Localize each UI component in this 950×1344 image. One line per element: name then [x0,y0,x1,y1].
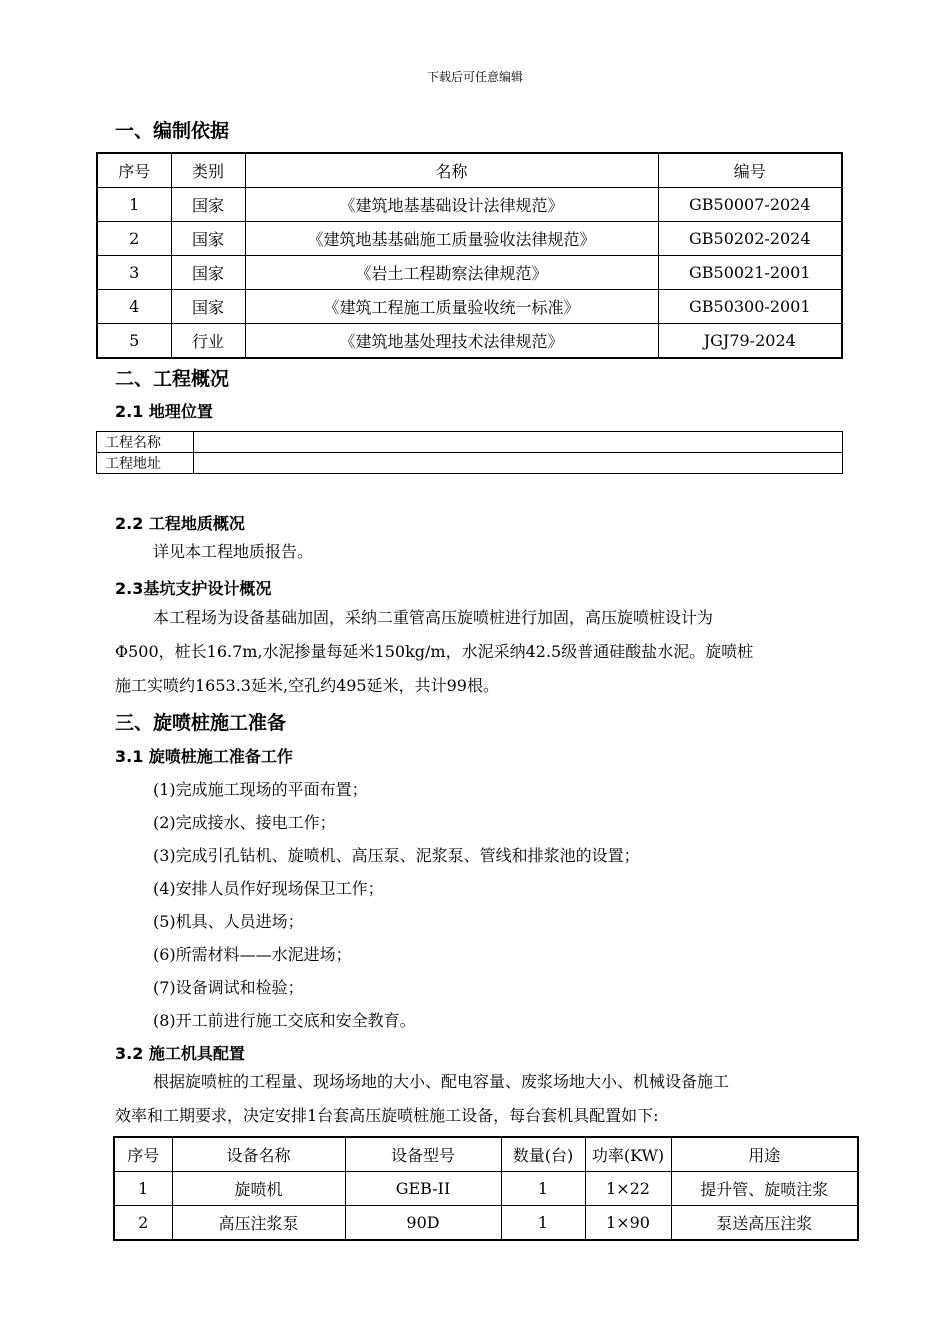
table-cell-value [194,432,843,453]
location-table [96,431,843,474]
table-cell: 国家 [171,290,245,324]
table-cell: 90D [345,1206,501,1241]
list-item: (8)开工前进行施工交底和安全教育。 [153,1011,416,1030]
table-row [97,324,842,359]
header-cell: 用途 [671,1137,858,1172]
table-header-row [114,1137,858,1172]
header-cell: 名称 [245,153,658,188]
standards-table [96,152,843,359]
list-item: (6)所需材料——水泥进场； [153,945,352,964]
table-cell: 1 [501,1172,585,1206]
table-cell: 1×22 [585,1172,671,1206]
equipment-text-line: 效率和工期要求，决定安排1台套高压旋喷桩施工设备，每台套机具配置如下: [115,1106,659,1125]
header-note: 下载后可任意编辑 [426,70,523,84]
table-row [114,1172,858,1206]
table-cell: JGJ79-2024 [658,324,842,359]
table-row [114,1206,858,1241]
table-row [97,453,843,474]
table-cell: 《岩土工程勘察法律规范》 [245,256,658,290]
table-row [97,256,842,290]
table-cell: GB50021-2001 [658,256,842,290]
geology-text: 详见本工程地质报告。 [153,542,314,561]
list-item: (3)完成引孔钻机、旋喷机、高压泵、泥浆泵、管线和排浆池的设置； [153,846,640,865]
equipment-table [113,1136,859,1241]
design-text-line: Φ500，桩长16.7m,水泥掺量每延米150kg/m，水泥采纳42.5级普通硅酸盐水泥。旋喷桩 [115,642,754,661]
table-cell: 国家 [171,188,245,222]
table-cell: 1 [97,188,171,222]
design-text-line: 施工实喷约1653.3延米,空孔约495延米，共计99根。 [115,676,499,695]
header-cell: 序号 [114,1137,172,1172]
header-cell: 序号 [97,153,171,188]
table-cell: 高压注浆泵 [172,1206,345,1241]
table-cell-value [194,453,843,474]
table-cell: 1 [501,1206,585,1241]
table-cell: 3 [97,256,171,290]
subsection-3-1-title: 3.1 旋喷桩施工准备工作 [115,747,293,766]
equipment-text-line: 根据旋喷桩的工程量、现场场地的大小、配电容量、废浆场地大小、机械设备施工 [153,1072,730,1091]
list-item: (7)设备调试和检验； [153,978,304,997]
subsection-2-3-title: 2.3基坑支护设计概况 [115,579,272,598]
list-item: (1)完成施工现场的平面布置； [153,780,368,799]
header-cell: 数量(台) [501,1137,585,1172]
table-cell: 1 [114,1172,172,1206]
table-cell: 《建筑工程施工质量验收统一标准》 [245,290,658,324]
table-cell: GB50300-2001 [658,290,842,324]
section-2-title: 二、工程概况 [115,368,230,390]
table-cell: 泵送高压注浆 [671,1206,858,1241]
list-item: (2)完成接水、接电工作； [153,813,336,832]
header-cell: 编号 [658,153,842,188]
table-cell: 1×90 [585,1206,671,1241]
table-cell: GB50202-2024 [658,222,842,256]
section-3-title: 三、旋喷桩施工准备 [115,712,287,734]
table-cell: GB50007-2024 [658,188,842,222]
header-cell: 设备型号 [345,1137,501,1172]
table-cell: 4 [97,290,171,324]
subsection-3-2-title: 3.2 施工机具配置 [115,1044,245,1063]
table-row [97,290,842,324]
table-row [97,432,843,453]
table-cell: 国家 [171,256,245,290]
header-cell: 类别 [171,153,245,188]
table-cell: 《建筑地基基础设计法律规范》 [245,188,658,222]
list-item: (5)机具、人员进场； [153,912,304,931]
list-item: (4)安排人员作好现场保卫工作； [153,879,384,898]
table-cell: 国家 [171,222,245,256]
table-cell: 《建筑地基基础施工质量验收法律规范》 [245,222,658,256]
table-cell-label: 工程名称 [97,432,194,453]
table-cell: 行业 [171,324,245,359]
header-cell: 设备名称 [172,1137,345,1172]
table-cell: 2 [97,222,171,256]
design-text-line: 本工程场为设备基础加固，采纳二重管高压旋喷桩进行加固，高压旋喷桩设计为 [153,608,714,627]
table-header-row [97,153,842,188]
table-cell: 旋喷机 [172,1172,345,1206]
section-1-title: 一、编制依据 [115,120,230,142]
table-cell: 提升管、旋喷注浆 [671,1172,858,1206]
table-cell: GEB-II [345,1172,501,1206]
table-cell: 《建筑地基处理技术法律规范》 [245,324,658,359]
table-row [97,222,842,256]
subsection-2-2-title: 2.2 工程地质概况 [115,514,245,533]
table-cell-label: 工程地址 [97,453,194,474]
header-cell: 功率(KW) [585,1137,671,1172]
table-cell: 2 [114,1206,172,1241]
table-cell: 5 [97,324,171,359]
subsection-2-1-title: 2.1 地理位置 [115,402,213,421]
table-row [97,188,842,222]
